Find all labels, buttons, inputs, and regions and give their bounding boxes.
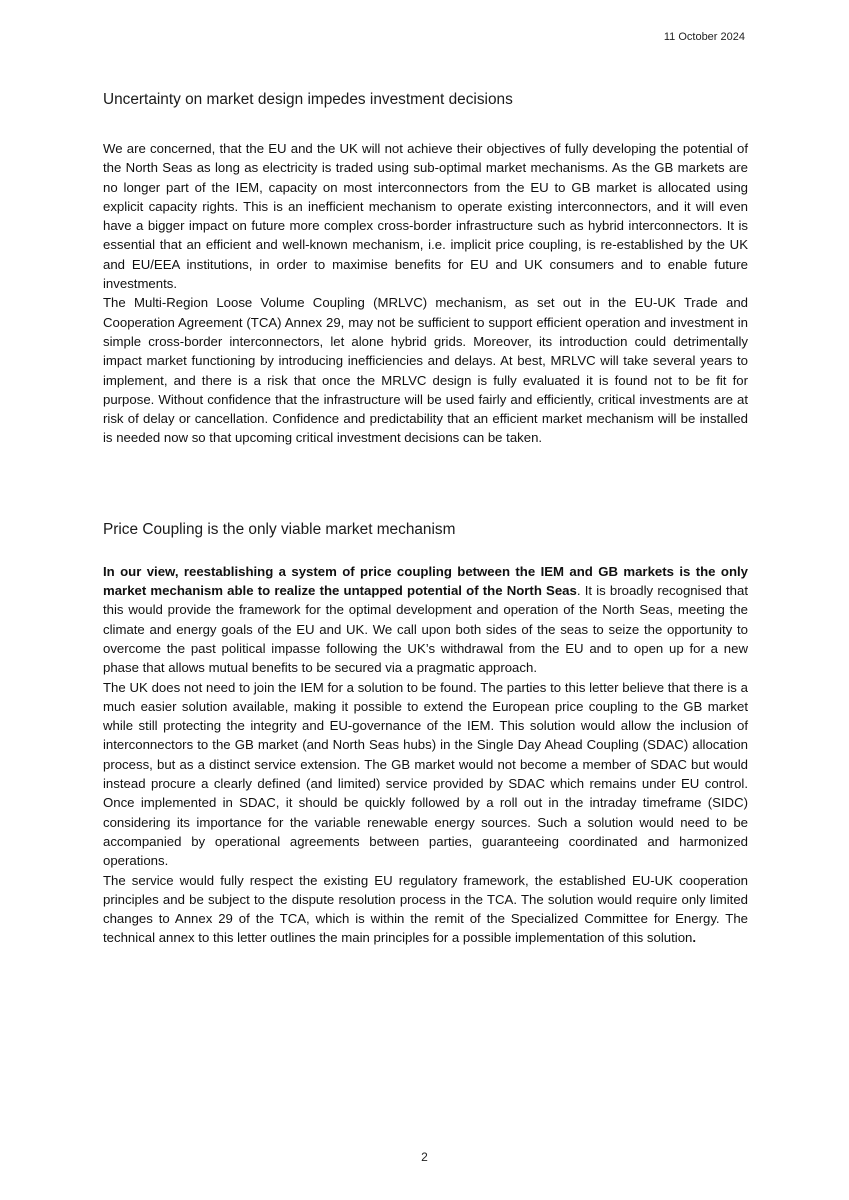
section-heading-market-design: Uncertainty on market design impedes investment decisions <box>103 91 513 108</box>
paragraph: The Multi-Region Loose Volume Coupling (MRLVC) mechanism, as set out in the EU-UK Trade and Cooperation Agreement (TCA) Annex 29, may not be sufficient to support efficient operation and investment in simple cross-border interconnectors, let alone hybrid grids. Moreover, its introduction could detrimentally impact market functioning by introducing inefficiencies and delays. At best, MRLVC will take several years to implement, and there is a risk that once the MRLVC design is fully evaluated it is found not to be fit for purpose. Without confidence that the infrastructure will be used fairly and efficiently, critical investments are at risk of delay or cancellation. Confidence and predictability that an efficient market mechanism will be installed is needed now so that upcoming critical investment decisions can be taken. <box>103 295 748 446</box>
paragraph <box>103 562 748 678</box>
document-body <box>103 90 748 948</box>
section-heading-price-coupling: Price Coupling is the only viable market mechanism <box>103 520 456 538</box>
paragraph: We are concerned, that the EU and the UK will not achieve their objectives of fully developing the potential of the North Seas as long as electricity is traded using sub-optimal market mechanisms. As the GB markets are no longer part of the IEM, capacity on most interconnectors from the EU to GB market is allocated using explicit capacity rights. This is an inefficient mechanism to operate existing interconnectors, and it will even have a bigger impact on future more complex cross-border infrastructure such as hybrid interconnectors. It is essential that an efficient and well-known mechanism, i.e. implicit price coupling, is re-established by the UK and EU/EEA institutions, in order to maximise benefits for EU and UK consumers and to enable future investments. <box>103 141 748 292</box>
paragraph-text: . It is broadly recognised that this would provide the framework for the optimal development and operation of the North Seas, meeting the climate and energy goals of the EU and UK. We call upon both sides of the seas to seize the opportunity to overcome the past political impasse following the UK’s withdrawal from the EU and to open up for a new phase that allows mutual benefits to be secured via a pragmatic approach. <box>103 583 748 676</box>
paragraph: The UK does not need to join the IEM for a solution to be found. The parties to this letter believe that there is a much easier solution available, making it possible to extend the European price coupling to the GB market while still protecting the integrity and EU-governance of the IEM. This solution would allow the inclusion of interconnectors to the GB market (and North Seas hubs) in the Single Day Ahead Coupling (SDAC) allocation process, but as a distinct service extension. The GB market would not become a member of SDAC but would instead procure a clearly defined (and limited) service provided by SDAC which remains under EU control. Once implemented in SDAC, it should be quickly followed by a roll out in the intraday timeframe (SIDC) considering its importance for the variable renewable energy sources. Such a solution would need to be accompanied by operational agreements between parties, guaranteeing coordinated and harmonized operations. <box>103 679 748 869</box>
paragraph <box>103 871 748 948</box>
paragraph-text: The service would fully respect the existing EU regulatory framework, the established EU-UK cooperation principles and be subject to the dispute resolution process in the TCA. The solution would require only limited changes to Annex 29 of the TCA, which is within the remit of the Specialized Committee for Energy. The technical annex to this letter outlines the main principles for a possible implementation of this solution <box>103 872 748 946</box>
section-market-design <box>103 90 748 448</box>
paragraph-end-mark: . <box>692 930 697 946</box>
paragraph-bold-lead: In our view, reestablishing a system of price coupling between the IEM and GB markets is the only market mechanism able to realize the untapped potential of the North Seas <box>103 563 748 599</box>
section-price-coupling <box>103 520 748 948</box>
page-number: 2 <box>421 1150 428 1164</box>
document-date: 11 October 2024 <box>663 31 745 43</box>
